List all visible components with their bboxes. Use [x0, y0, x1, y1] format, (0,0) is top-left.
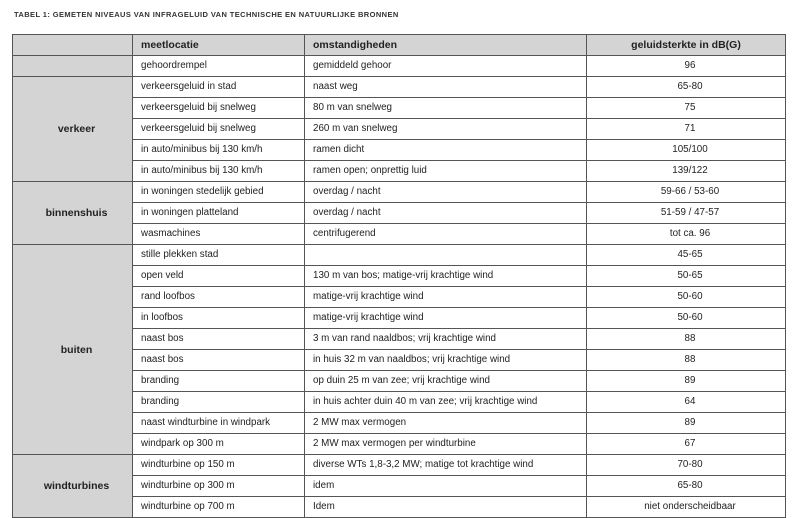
group-cell-buiten: buiten — [13, 245, 133, 455]
header-group — [13, 35, 133, 56]
cell-conditions: 130 m van bos; matige-vrij krachtige wind — [305, 266, 587, 287]
cell-conditions: centrifugerend — [305, 224, 587, 245]
cell-conditions: Idem — [305, 497, 587, 518]
cell-level: 50-60 — [587, 287, 786, 308]
infrasound-table — [12, 34, 786, 518]
cell-conditions: gemiddeld gehoor — [305, 56, 587, 77]
cell-conditions: 2 MW max vermogen per windturbine — [305, 434, 587, 455]
group-cell-empty — [13, 56, 133, 77]
cell-location: verkeersgeluid bij snelweg — [133, 119, 305, 140]
cell-level: 51-59 / 47-57 — [587, 203, 786, 224]
cell-conditions: 80 m van snelweg — [305, 98, 587, 119]
cell-location: wasmachines — [133, 224, 305, 245]
cell-location: verkeersgeluid in stad — [133, 77, 305, 98]
cell-level: 50-60 — [587, 308, 786, 329]
cell-location: open veld — [133, 266, 305, 287]
cell-location: in auto/minibus bij 130 km/h — [133, 140, 305, 161]
cell-conditions: overdag / nacht — [305, 203, 587, 224]
cell-location: in auto/minibus bij 130 km/h — [133, 161, 305, 182]
cell-location: branding — [133, 371, 305, 392]
cell-location: windpark op 300 m — [133, 434, 305, 455]
cell-location: windturbine op 150 m — [133, 455, 305, 476]
cell-conditions: 260 m van snelweg — [305, 119, 587, 140]
cell-location: naast bos — [133, 329, 305, 350]
cell-level: 65-80 — [587, 77, 786, 98]
cell-level: 50-65 — [587, 266, 786, 287]
cell-conditions: diverse WTs 1,8-3,2 MW; matige tot krachtige wind — [305, 455, 587, 476]
cell-conditions: idem — [305, 476, 587, 497]
cell-conditions: 2 MW max vermogen — [305, 413, 587, 434]
cell-conditions: ramen dicht — [305, 140, 587, 161]
cell-location: rand loofbos — [133, 287, 305, 308]
cell-conditions — [305, 245, 587, 266]
header-location: meetlocatie — [133, 35, 305, 56]
table-row — [13, 245, 786, 266]
table-row — [13, 56, 786, 77]
header-conditions: omstandigheden — [305, 35, 587, 56]
cell-conditions: 3 m van rand naaldbos; vrij krachtige wind — [305, 329, 587, 350]
cell-level: 89 — [587, 371, 786, 392]
group-cell-binnenshuis: binnenshuis — [13, 182, 133, 245]
cell-location: naast bos — [133, 350, 305, 371]
table-caption: TABEL 1: GEMETEN NIVEAUS VAN INFRAGELUID VAN TECHNISCHE EN NATUURLIJKE BRONNEN — [14, 10, 399, 19]
cell-location: verkeersgeluid bij snelweg — [133, 98, 305, 119]
table-row — [13, 455, 786, 476]
cell-location: gehoordrempel — [133, 56, 305, 77]
cell-level: 88 — [587, 350, 786, 371]
cell-level: 67 — [587, 434, 786, 455]
group-cell-windturbines: windturbines — [13, 455, 133, 518]
table-row — [13, 182, 786, 203]
cell-level: niet onderscheidbaar — [587, 497, 786, 518]
cell-level: 139/122 — [587, 161, 786, 182]
cell-level: 89 — [587, 413, 786, 434]
cell-conditions: in huis achter duin 40 m van zee; vrij krachtige wind — [305, 392, 587, 413]
cell-location: in loofbos — [133, 308, 305, 329]
cell-level: 75 — [587, 98, 786, 119]
cell-level: 71 — [587, 119, 786, 140]
cell-level: 59-66 / 53-60 — [587, 182, 786, 203]
cell-level: 65-80 — [587, 476, 786, 497]
cell-level: 96 — [587, 56, 786, 77]
group-cell-verkeer: verkeer — [13, 77, 133, 182]
cell-conditions: op duin 25 m van zee; vrij krachtige wind — [305, 371, 587, 392]
cell-level: tot ca. 96 — [587, 224, 786, 245]
cell-location: in woningen stedelijk gebied — [133, 182, 305, 203]
cell-location: stille plekken stad — [133, 245, 305, 266]
table-header-row — [13, 35, 786, 56]
cell-level: 45-65 — [587, 245, 786, 266]
header-level: geluidsterkte in dB(G) — [587, 35, 786, 56]
table-row — [13, 77, 786, 98]
cell-location: in woningen platteland — [133, 203, 305, 224]
cell-conditions: matige-vrij krachtige wind — [305, 287, 587, 308]
cell-conditions: matige-vrij krachtige wind — [305, 308, 587, 329]
cell-level: 88 — [587, 329, 786, 350]
cell-location: branding — [133, 392, 305, 413]
cell-conditions: overdag / nacht — [305, 182, 587, 203]
cell-level: 64 — [587, 392, 786, 413]
cell-location: windturbine op 700 m — [133, 497, 305, 518]
cell-conditions: in huis 32 m van naaldbos; vrij krachtige wind — [305, 350, 587, 371]
cell-level: 70-80 — [587, 455, 786, 476]
cell-conditions: naast weg — [305, 77, 587, 98]
cell-conditions: ramen open; onprettig luid — [305, 161, 587, 182]
cell-level: 105/100 — [587, 140, 786, 161]
cell-location: naast windturbine in windpark — [133, 413, 305, 434]
cell-location: windturbine op 300 m — [133, 476, 305, 497]
